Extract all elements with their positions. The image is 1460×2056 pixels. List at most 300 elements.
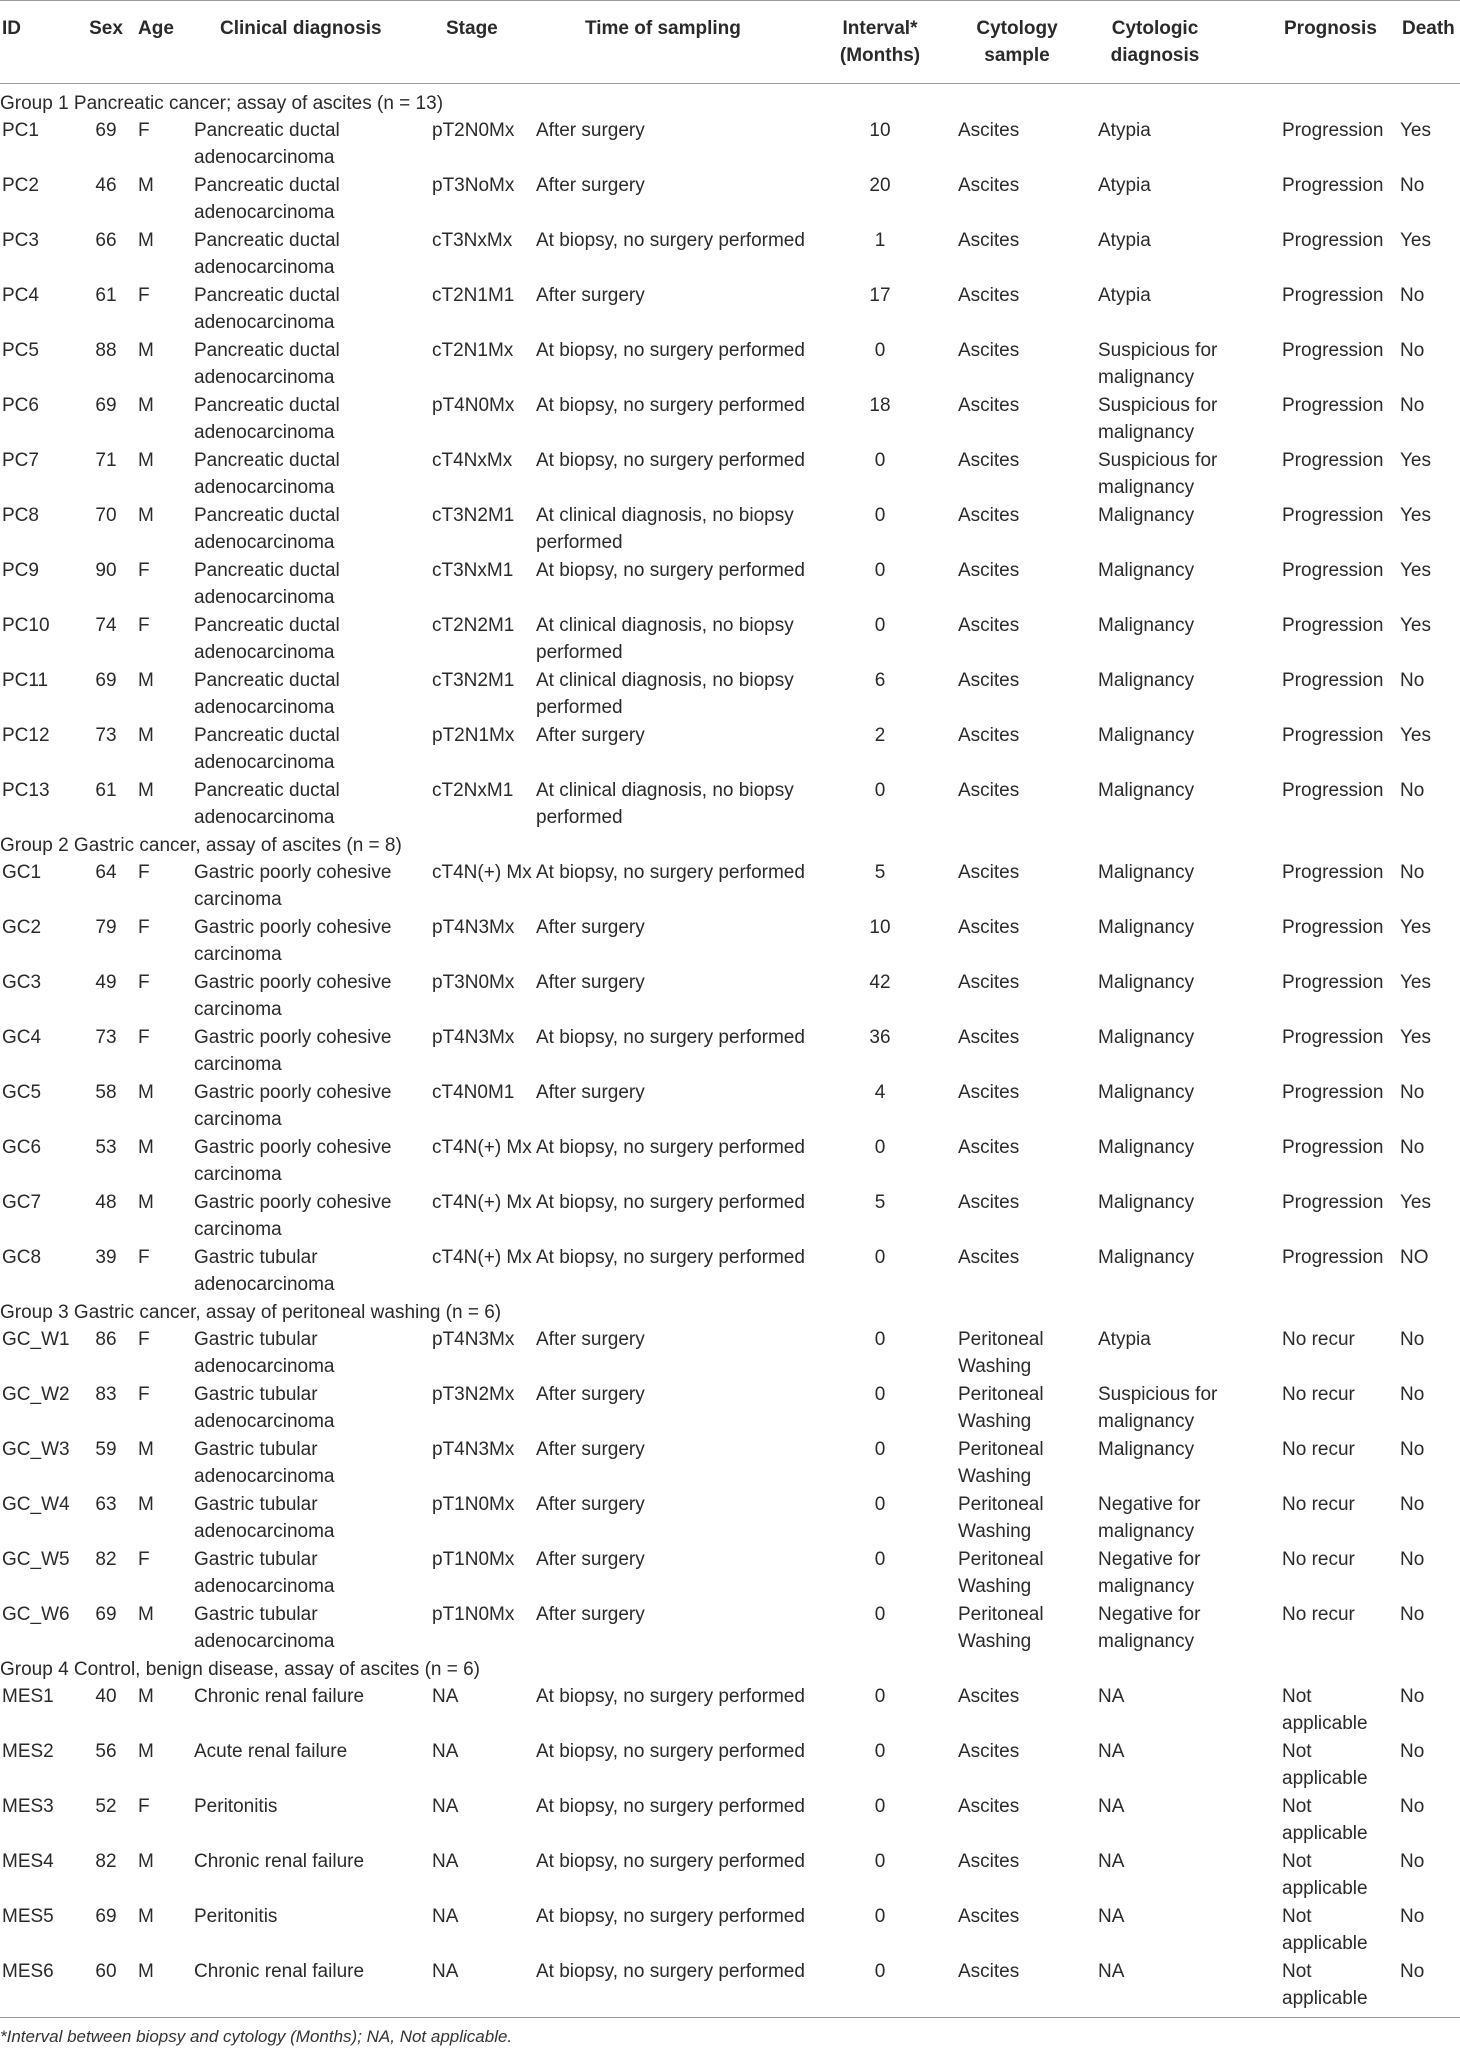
cell-death: No bbox=[1400, 1439, 1425, 1460]
table-row bbox=[0, 447, 1460, 502]
cell-age: M bbox=[138, 1439, 154, 1460]
header-stage: Stage bbox=[446, 18, 498, 39]
cell-prognosis: Progression bbox=[1282, 780, 1384, 801]
cell-interval: 0 bbox=[874, 560, 886, 581]
group-label: Group 2 Gastric cancer, assay of ascites (n = 8) bbox=[0, 835, 402, 856]
cell-age: M bbox=[138, 175, 154, 196]
cell-death: Yes bbox=[1400, 917, 1431, 938]
cell-stage: pT2N1Mx bbox=[432, 725, 515, 746]
cell-age: F bbox=[138, 917, 150, 938]
cell-time-of-sampling: After surgery bbox=[536, 1549, 645, 1570]
cell-stage: pT4N0Mx bbox=[432, 395, 515, 416]
cell-id: MES1 bbox=[2, 1686, 54, 1707]
cell-stage: pT1N0Mx bbox=[432, 1604, 515, 1625]
cell-age: F bbox=[138, 560, 150, 581]
cell-cytology-sample: Peritoneal Washing bbox=[958, 1549, 1044, 1597]
group-label: Group 4 Control, benign disease, assay of ascites (n = 6) bbox=[0, 1659, 481, 1680]
cell-interval: 20 bbox=[869, 175, 891, 196]
cell-id: PC11 bbox=[2, 670, 49, 691]
cell-sex: 70 bbox=[95, 505, 117, 526]
cell-prognosis: Progression bbox=[1282, 1137, 1384, 1158]
cell-time-of-sampling: At biopsy, no surgery performed bbox=[536, 862, 805, 883]
cell-sex: 69 bbox=[95, 670, 117, 691]
cell-clinical-diagnosis: Pancreatic ductal adenocarcinoma bbox=[194, 505, 340, 553]
cell-clinical-diagnosis: Gastric poorly cohesive carcinoma bbox=[194, 862, 392, 910]
cell-time-of-sampling: After surgery bbox=[536, 1439, 645, 1460]
cell-cytologic-diagnosis: NA bbox=[1098, 1796, 1125, 1817]
cell-stage: pT3NoMx bbox=[432, 175, 515, 196]
cell-stage: cT3N2M1 bbox=[432, 670, 515, 691]
cell-interval: 0 bbox=[874, 505, 886, 526]
cell-clinical-diagnosis: Gastric tubular adenocarcinoma bbox=[194, 1439, 335, 1487]
table-row bbox=[0, 502, 1460, 557]
cell-clinical-diagnosis: Gastric tubular adenocarcinoma bbox=[194, 1329, 335, 1377]
cell-cytologic-diagnosis: NA bbox=[1098, 1851, 1125, 1872]
cell-id: PC8 bbox=[2, 505, 39, 526]
cell-id: PC13 bbox=[2, 780, 50, 801]
cell-cytologic-diagnosis: Malignancy bbox=[1098, 615, 1195, 636]
cell-cytology-sample: Ascites bbox=[958, 175, 1020, 196]
cell-time-of-sampling: After surgery bbox=[536, 120, 645, 141]
cell-interval: 10 bbox=[869, 917, 891, 938]
cell-cytology-sample: Ascites bbox=[958, 395, 1020, 416]
cell-clinical-diagnosis: Pancreatic ductal adenocarcinoma bbox=[194, 395, 340, 443]
cell-stage: cT4NxMx bbox=[432, 450, 513, 471]
table-row bbox=[0, 172, 1460, 227]
cell-cytology-sample: Ascites bbox=[958, 230, 1020, 251]
cell-prognosis: Progression bbox=[1282, 1027, 1384, 1048]
cell-death: Yes bbox=[1400, 450, 1431, 471]
cell-id: GC_W1 bbox=[2, 1329, 70, 1350]
cell-age: M bbox=[138, 1961, 154, 1982]
cell-interval: 2 bbox=[874, 725, 886, 746]
cell-interval: 0 bbox=[874, 340, 886, 361]
cell-prognosis: Progression bbox=[1282, 505, 1384, 526]
cell-clinical-diagnosis: Pancreatic ductal adenocarcinoma bbox=[194, 120, 340, 168]
cell-cytology-sample: Ascites bbox=[958, 972, 1020, 993]
cell-sex: 86 bbox=[95, 1329, 117, 1350]
cell-cytology-sample: Ascites bbox=[958, 1192, 1020, 1213]
cell-id: PC3 bbox=[2, 230, 39, 251]
cell-cytologic-diagnosis: Malignancy bbox=[1098, 780, 1195, 801]
cell-prognosis: Progression bbox=[1282, 972, 1384, 993]
cell-age: F bbox=[138, 1027, 150, 1048]
cell-death: No bbox=[1400, 285, 1425, 306]
cell-death: Yes bbox=[1400, 560, 1431, 581]
cell-interval: 0 bbox=[874, 1741, 886, 1762]
cell-cytologic-diagnosis: Suspicious for malignancy bbox=[1098, 340, 1218, 388]
cell-cytology-sample: Ascites bbox=[958, 725, 1020, 746]
cell-sex: 73 bbox=[95, 1027, 117, 1048]
cell-clinical-diagnosis: Pancreatic ductal adenocarcinoma bbox=[194, 670, 340, 718]
cell-clinical-diagnosis: Peritonitis bbox=[194, 1796, 278, 1817]
cell-clinical-diagnosis: Gastric tubular adenocarcinoma bbox=[194, 1384, 335, 1432]
cell-age: M bbox=[138, 1741, 154, 1762]
cell-cytologic-diagnosis: Suspicious for malignancy bbox=[1098, 1384, 1218, 1432]
cell-clinical-diagnosis: Pancreatic ductal adenocarcinoma bbox=[194, 780, 340, 828]
cell-cytology-sample: Ascites bbox=[958, 340, 1020, 361]
cell-id: GC_W4 bbox=[2, 1494, 70, 1515]
cell-cytology-sample: Ascites bbox=[958, 1906, 1020, 1927]
cell-death: No bbox=[1400, 1137, 1425, 1158]
cell-age: M bbox=[138, 1851, 154, 1872]
cell-stage: cT2N2M1 bbox=[432, 615, 515, 636]
cell-cytology-sample: Ascites bbox=[958, 560, 1020, 581]
cell-sex: 60 bbox=[95, 1961, 117, 1982]
cell-time-of-sampling: After surgery bbox=[536, 1604, 645, 1625]
cell-age: M bbox=[138, 1192, 154, 1213]
table-row bbox=[0, 1958, 1460, 2013]
cell-sex: 69 bbox=[95, 1906, 117, 1927]
cell-time-of-sampling: At biopsy, no surgery performed bbox=[536, 1741, 805, 1762]
cell-interval: 0 bbox=[874, 1137, 886, 1158]
table-row bbox=[0, 392, 1460, 447]
cell-cytology-sample: Ascites bbox=[958, 862, 1020, 883]
table-row bbox=[0, 1683, 1460, 1738]
cell-clinical-diagnosis: Chronic renal failure bbox=[194, 1851, 365, 1872]
cell-clinical-diagnosis: Gastric poorly cohesive carcinoma bbox=[194, 1027, 392, 1075]
cell-prognosis: Progression bbox=[1282, 670, 1384, 691]
cell-time-of-sampling: At biopsy, no surgery performed bbox=[536, 1906, 805, 1927]
cell-age: M bbox=[138, 450, 154, 471]
cell-sex: 88 bbox=[95, 340, 117, 361]
cell-stage: pT3N2Mx bbox=[432, 1384, 515, 1405]
cell-death: Yes bbox=[1400, 972, 1431, 993]
cell-interval: 6 bbox=[874, 670, 886, 691]
cell-interval: 0 bbox=[874, 1604, 886, 1625]
cell-cytologic-diagnosis: Malignancy bbox=[1098, 1247, 1195, 1268]
cell-cytology-sample: Ascites bbox=[958, 917, 1020, 938]
cell-id: MES6 bbox=[2, 1961, 54, 1982]
cell-clinical-diagnosis: Pancreatic ductal adenocarcinoma bbox=[194, 450, 340, 498]
cell-stage: pT4N3Mx bbox=[432, 1027, 515, 1048]
table-row bbox=[0, 1793, 1460, 1848]
cell-prognosis: No recur bbox=[1282, 1604, 1355, 1625]
cell-interval: 0 bbox=[874, 450, 886, 471]
cell-interval: 0 bbox=[874, 780, 886, 801]
table-row bbox=[0, 914, 1460, 969]
table-row bbox=[0, 1326, 1460, 1381]
cell-clinical-diagnosis: Pancreatic ductal adenocarcinoma bbox=[194, 230, 340, 278]
cell-cytology-sample: Ascites bbox=[958, 285, 1020, 306]
cell-death: No bbox=[1400, 1082, 1425, 1103]
cell-prognosis: Progression bbox=[1282, 1247, 1384, 1268]
cell-age: F bbox=[138, 120, 150, 141]
cell-time-of-sampling: At biopsy, no surgery performed bbox=[536, 340, 805, 361]
cell-cytology-sample: Peritoneal Washing bbox=[958, 1494, 1044, 1542]
cell-id: GC7 bbox=[2, 1192, 42, 1213]
cell-time-of-sampling: After surgery bbox=[536, 917, 645, 938]
cell-cytologic-diagnosis: Atypia bbox=[1098, 285, 1151, 306]
table-row bbox=[0, 722, 1460, 777]
cell-cytology-sample: Ascites bbox=[958, 450, 1020, 471]
cell-sex: 82 bbox=[95, 1851, 117, 1872]
cell-interval: 18 bbox=[869, 395, 891, 416]
cell-death: Yes bbox=[1400, 120, 1431, 141]
header-sex: Sex bbox=[89, 18, 123, 39]
cell-id: PC4 bbox=[2, 285, 39, 306]
cell-stage: NA bbox=[432, 1686, 459, 1707]
cell-age: F bbox=[138, 1329, 150, 1350]
cell-cytologic-diagnosis: Negative for malignancy bbox=[1098, 1494, 1201, 1542]
cell-sex: 56 bbox=[95, 1741, 117, 1762]
cell-cytology-sample: Ascites bbox=[958, 615, 1020, 636]
cell-id: GC_W3 bbox=[2, 1439, 70, 1460]
cell-death: No bbox=[1400, 340, 1425, 361]
cell-cytologic-diagnosis: Malignancy bbox=[1098, 505, 1195, 526]
cell-death: Yes bbox=[1400, 230, 1431, 251]
bottom-rule bbox=[0, 2017, 1460, 2018]
cell-time-of-sampling: At biopsy, no surgery performed bbox=[536, 1796, 805, 1817]
cell-death: No bbox=[1400, 1961, 1425, 1982]
table-header bbox=[0, 0, 1460, 84]
cell-sex: 82 bbox=[95, 1549, 117, 1570]
cell-death: No bbox=[1400, 780, 1425, 801]
cell-prognosis: Progression bbox=[1282, 285, 1384, 306]
cell-cytology-sample: Peritoneal Washing bbox=[958, 1384, 1044, 1432]
cell-id: PC7 bbox=[2, 450, 39, 471]
cell-time-of-sampling: At biopsy, no surgery performed bbox=[536, 395, 805, 416]
cell-age: M bbox=[138, 340, 154, 361]
cell-death: No bbox=[1400, 395, 1425, 416]
cell-clinical-diagnosis: Peritonitis bbox=[194, 1906, 278, 1927]
cell-age: F bbox=[138, 1796, 150, 1817]
cell-time-of-sampling: At biopsy, no surgery performed bbox=[536, 1192, 805, 1213]
cell-cytology-sample: Ascites bbox=[958, 1686, 1020, 1707]
table-row bbox=[0, 1381, 1460, 1436]
cell-time-of-sampling: At biopsy, no surgery performed bbox=[536, 1961, 805, 1982]
cell-cytologic-diagnosis: NA bbox=[1098, 1686, 1125, 1707]
cell-stage: cT2N1Mx bbox=[432, 340, 514, 361]
cell-time-of-sampling: At clinical diagnosis, no biopsy performed bbox=[536, 615, 794, 663]
cell-cytology-sample: Peritoneal Washing bbox=[958, 1604, 1044, 1652]
cell-sex: 73 bbox=[95, 725, 117, 746]
cell-cytologic-diagnosis: Atypia bbox=[1098, 230, 1151, 251]
cell-interval: 36 bbox=[869, 1027, 891, 1048]
cell-cytology-sample: Peritoneal Washing bbox=[958, 1329, 1044, 1377]
cell-sex: 79 bbox=[95, 917, 117, 938]
cell-cytologic-diagnosis: Malignancy bbox=[1098, 1082, 1195, 1103]
cell-id: GC_W6 bbox=[2, 1604, 70, 1625]
cell-stage: cT2NxM1 bbox=[432, 780, 514, 801]
cell-age: M bbox=[138, 725, 154, 746]
cell-stage: cT4N(+) Mx bbox=[432, 1192, 532, 1213]
cell-death: NO bbox=[1400, 1247, 1429, 1268]
cell-time-of-sampling: At biopsy, no surgery performed bbox=[536, 1247, 805, 1268]
table-row bbox=[0, 1244, 1460, 1299]
table-row bbox=[0, 777, 1460, 832]
cell-prognosis: Progression bbox=[1282, 340, 1384, 361]
table-row bbox=[0, 667, 1460, 722]
cell-stage: cT3NxM1 bbox=[432, 560, 514, 581]
cell-sex: 69 bbox=[95, 1604, 117, 1625]
cell-id: GC4 bbox=[2, 1027, 42, 1048]
cell-stage: pT3N0Mx bbox=[432, 972, 515, 993]
cell-sex: 83 bbox=[95, 1384, 117, 1405]
table-footnote: *Interval between biopsy and cytology (Months); NA, Not applicable. bbox=[0, 2027, 513, 2046]
cell-id: GC1 bbox=[2, 862, 42, 883]
cell-prognosis: Not applicable bbox=[1282, 1961, 1368, 2009]
cell-stage: cT4N(+) Mx bbox=[432, 1247, 532, 1268]
cell-clinical-diagnosis: Acute renal failure bbox=[194, 1741, 348, 1762]
cell-cytologic-diagnosis: Malignancy bbox=[1098, 1192, 1195, 1213]
table-row bbox=[0, 1738, 1460, 1793]
cell-stage: cT2N1M1 bbox=[432, 285, 515, 306]
cell-interval: 4 bbox=[874, 1082, 886, 1103]
cell-stage: pT4N3Mx bbox=[432, 1329, 515, 1350]
cell-prognosis: Not applicable bbox=[1282, 1851, 1368, 1899]
cell-clinical-diagnosis: Gastric tubular adenocarcinoma bbox=[194, 1549, 335, 1597]
cell-prognosis: Progression bbox=[1282, 175, 1384, 196]
cell-death: No bbox=[1400, 1851, 1425, 1872]
header-cytology-sample: Cytology sample bbox=[976, 18, 1058, 66]
cell-time-of-sampling: After surgery bbox=[536, 1082, 645, 1103]
cell-prognosis: Progression bbox=[1282, 862, 1384, 883]
cell-clinical-diagnosis: Gastric poorly cohesive carcinoma bbox=[194, 1137, 392, 1185]
cell-clinical-diagnosis: Chronic renal failure bbox=[194, 1961, 365, 1982]
cell-clinical-diagnosis: Gastric tubular adenocarcinoma bbox=[194, 1247, 335, 1295]
cell-time-of-sampling: At biopsy, no surgery performed bbox=[536, 1137, 805, 1158]
cell-prognosis: Progression bbox=[1282, 917, 1384, 938]
cell-interval: 0 bbox=[874, 1494, 886, 1515]
cell-time-of-sampling: At clinical diagnosis, no biopsy performed bbox=[536, 670, 794, 718]
cell-id: PC6 bbox=[2, 395, 39, 416]
cell-death: No bbox=[1400, 670, 1425, 691]
cell-prognosis: No recur bbox=[1282, 1329, 1355, 1350]
table-row bbox=[0, 117, 1460, 172]
cell-id: MES5 bbox=[2, 1906, 54, 1927]
cell-interval: 0 bbox=[874, 1247, 886, 1268]
cell-id: MES4 bbox=[2, 1851, 54, 1872]
cell-cytology-sample: Ascites bbox=[958, 1796, 1020, 1817]
table-row bbox=[0, 612, 1460, 667]
cell-age: M bbox=[138, 1686, 154, 1707]
cell-age: M bbox=[138, 780, 154, 801]
cell-sex: 53 bbox=[95, 1137, 117, 1158]
cell-id: PC2 bbox=[2, 175, 39, 196]
cell-clinical-diagnosis: Pancreatic ductal adenocarcinoma bbox=[194, 725, 340, 773]
cell-death: Yes bbox=[1400, 1027, 1431, 1048]
cell-id: GC_W2 bbox=[2, 1384, 70, 1405]
cell-death: Yes bbox=[1400, 725, 1431, 746]
cell-interval: 5 bbox=[874, 1192, 886, 1213]
cell-stage: cT3NxMx bbox=[432, 230, 513, 251]
cell-age: M bbox=[138, 505, 154, 526]
cell-time-of-sampling: After surgery bbox=[536, 725, 645, 746]
cell-prognosis: Not applicable bbox=[1282, 1796, 1368, 1844]
group-label: Group 1 Pancreatic cancer; assay of ascites (n = 13) bbox=[0, 93, 444, 114]
cell-death: No bbox=[1400, 1549, 1425, 1570]
header-interval: Interval* (Months) bbox=[839, 18, 921, 66]
cell-prognosis: No recur bbox=[1282, 1439, 1355, 1460]
cell-sex: 40 bbox=[95, 1686, 117, 1707]
cell-cytology-sample: Ascites bbox=[958, 780, 1020, 801]
cell-clinical-diagnosis: Pancreatic ductal adenocarcinoma bbox=[194, 615, 340, 663]
cell-clinical-diagnosis: Pancreatic ductal adenocarcinoma bbox=[194, 175, 340, 223]
cell-cytology-sample: Ascites bbox=[958, 1082, 1020, 1103]
cell-cytologic-diagnosis: Suspicious for malignancy bbox=[1098, 395, 1218, 443]
cell-id: GC3 bbox=[2, 972, 42, 993]
cell-sex: 74 bbox=[95, 615, 117, 636]
table-row bbox=[0, 859, 1460, 914]
header-cytologic-diagnosis: Cytologic diagnosis bbox=[1110, 18, 1200, 66]
cell-prognosis: Progression bbox=[1282, 1192, 1384, 1213]
cell-time-of-sampling: At biopsy, no surgery performed bbox=[536, 450, 805, 471]
cell-id: PC5 bbox=[2, 340, 39, 361]
cell-prognosis: Progression bbox=[1282, 230, 1384, 251]
cell-stage: NA bbox=[432, 1741, 459, 1762]
cell-cytologic-diagnosis: Malignancy bbox=[1098, 972, 1195, 993]
cell-death: No bbox=[1400, 175, 1425, 196]
cell-death: No bbox=[1400, 1329, 1425, 1350]
cell-id: GC_W5 bbox=[2, 1549, 70, 1570]
cell-sex: 46 bbox=[95, 175, 117, 196]
cell-time-of-sampling: At biopsy, no surgery performed bbox=[536, 1851, 805, 1872]
cell-sex: 90 bbox=[95, 560, 117, 581]
cell-id: GC6 bbox=[2, 1137, 42, 1158]
cell-sex: 59 bbox=[95, 1439, 117, 1460]
cell-cytologic-diagnosis: Malignancy bbox=[1098, 1439, 1195, 1460]
cell-stage: cT4N0M1 bbox=[432, 1082, 515, 1103]
cell-sex: 52 bbox=[95, 1796, 117, 1817]
header-age: Age bbox=[138, 18, 174, 39]
table-row bbox=[0, 1848, 1460, 1903]
cell-id: MES3 bbox=[2, 1796, 54, 1817]
cell-death: Yes bbox=[1400, 615, 1431, 636]
table-row bbox=[0, 1134, 1460, 1189]
cell-cytologic-diagnosis: Atypia bbox=[1098, 120, 1151, 141]
table-row bbox=[0, 557, 1460, 612]
cell-death: No bbox=[1400, 1384, 1425, 1405]
cell-time-of-sampling: After surgery bbox=[536, 175, 645, 196]
cell-sex: 69 bbox=[95, 120, 117, 141]
cell-interval: 0 bbox=[874, 1851, 886, 1872]
cell-interval: 0 bbox=[874, 1549, 886, 1570]
table-row bbox=[0, 1024, 1460, 1079]
cell-interval: 0 bbox=[874, 1796, 886, 1817]
cell-time-of-sampling: At clinical diagnosis, no biopsy performed bbox=[536, 505, 794, 553]
cell-age: M bbox=[138, 1137, 154, 1158]
cell-id: GC2 bbox=[2, 917, 42, 938]
header-prognosis: Prognosis bbox=[1284, 18, 1377, 39]
cell-interval: 0 bbox=[874, 1961, 886, 1982]
cell-sex: 64 bbox=[95, 862, 117, 883]
cell-time-of-sampling: At biopsy, no surgery performed bbox=[536, 560, 805, 581]
cell-interval: 0 bbox=[874, 1906, 886, 1927]
table-row bbox=[0, 1436, 1460, 1491]
cell-death: No bbox=[1400, 1906, 1425, 1927]
cell-age: M bbox=[138, 670, 154, 691]
header-death: Death bbox=[1402, 18, 1455, 39]
cell-time-of-sampling: After surgery bbox=[536, 1329, 645, 1350]
cell-death: No bbox=[1400, 1686, 1425, 1707]
cell-clinical-diagnosis: Pancreatic ductal adenocarcinoma bbox=[194, 340, 340, 388]
cell-cytologic-diagnosis: Malignancy bbox=[1098, 917, 1195, 938]
cell-id: GC5 bbox=[2, 1082, 42, 1103]
cell-id: PC9 bbox=[2, 560, 39, 581]
cell-age: F bbox=[138, 1247, 150, 1268]
cell-cytologic-diagnosis: NA bbox=[1098, 1741, 1125, 1762]
cell-interval: 10 bbox=[869, 120, 891, 141]
cell-prognosis: Progression bbox=[1282, 560, 1384, 581]
cell-age: M bbox=[138, 1494, 154, 1515]
cell-prognosis: Not applicable bbox=[1282, 1686, 1368, 1734]
cell-clinical-diagnosis: Gastric poorly cohesive carcinoma bbox=[194, 917, 392, 965]
cell-death: No bbox=[1400, 1604, 1425, 1625]
cell-time-of-sampling: After surgery bbox=[536, 285, 645, 306]
header-time-of-sampling: Time of sampling bbox=[585, 18, 741, 39]
cell-time-of-sampling: After surgery bbox=[536, 1494, 645, 1515]
